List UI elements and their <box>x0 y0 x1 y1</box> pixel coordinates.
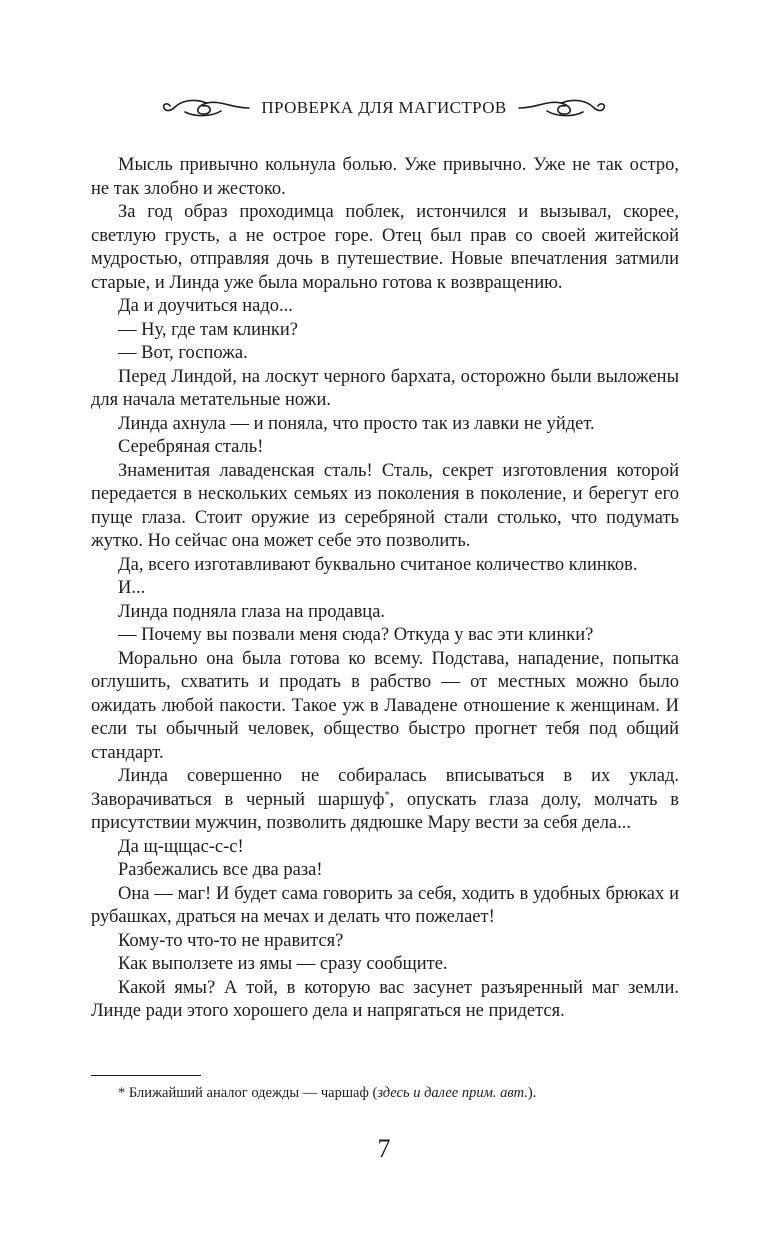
paragraph: Да щ-щщас-с-с! <box>118 836 244 857</box>
running-header <box>0 92 768 124</box>
body-text <box>91 154 679 1024</box>
footnote-close: ). <box>527 1085 537 1101</box>
paragraph: Да, всего изготавливают буквально считаное количество клинков. <box>118 554 638 575</box>
paragraph: Перед Линдой, на лоскут черного бархата, осторожно были выложены для начала метательные ножи. <box>91 366 679 410</box>
paragraph: Да и доучиться надо... <box>118 296 293 316</box>
paragraph: Кому-то что-то не нравится? <box>118 930 344 951</box>
paragraph: Серебряная сталь! <box>118 437 264 457</box>
paragraph: Знаменитая лаваденская сталь! Сталь, секрет изготовления которой передается в нескольких семьях из поколения в поколение, и берегут его пуще глаза. Стоит оружие из серебряной стали столько, что подумать жутко. Но сейчас она может себе это позволить. <box>91 460 679 551</box>
flourish-ornament-left-icon <box>159 97 251 119</box>
paragraph: Какой ямы? А той, в которую вас засунет разъяренный маг земли. Линде ради этого хорошего дела и напрягаться не придется. <box>91 977 679 1021</box>
paragraph: Линда ахнула — и поняла, что просто так из лавки не уйдет. <box>118 413 595 434</box>
footnote-text: Ближайший аналог одежды — чаршаф ( <box>128 1085 378 1101</box>
paragraph: Как выползете из ямы — сразу сообщите. <box>118 954 448 974</box>
paragraph: Она — маг! И будет сама говорить за себя, ходить в удобных брюках и рубашках, драться на мечах и делать что пожелает! <box>91 883 679 927</box>
paragraph: Морально она была готова ко всему. Подстава, нападение, попытка оглушить, схватить и продать в рабство — от местных можно было ожидать любой пакости. Такое уж в Лавадене отношение к женщинам. И если ты обычный человек, общество быстро прогнет тебя под общий стандарт. <box>91 648 679 763</box>
footnote <box>118 1084 698 1103</box>
flourish-ornament-right-icon <box>517 97 609 119</box>
paragraph: Линда подняла глаза на продавца. <box>118 601 386 622</box>
paragraph: — Ну, где там клинки? <box>118 319 299 340</box>
paragraph-text: Линда совершенно не собиралась вписываться в их уклад. Заворачиваться в черный шаршуф <box>91 766 679 810</box>
footnote-marker[interactable]: * <box>384 789 390 801</box>
paragraph: — Вот, госпожа. <box>118 343 248 363</box>
paragraph: Разбежались все два раза! <box>118 860 323 880</box>
paragraph: Мысль привычно кольнула болью. Уже привычно. Уже не так остро, не так злобно и жестоко. <box>91 155 679 199</box>
footnote-mark: * <box>118 1085 126 1101</box>
paragraph-text-continued: , опускать глаза долу, молчать в присутствии мужчин, позволить дядюшке Мару вести за себя дела... <box>91 789 679 833</box>
paragraph: — Почему вы позвали меня сюда? Откуда у вас эти клинки? <box>118 625 594 645</box>
paragraph: И... <box>118 578 146 598</box>
footnote-divider <box>91 1075 201 1076</box>
running-head-title: ПРОВЕРКА ДЛЯ МАГИСТРОВ <box>261 98 507 117</box>
footnote-italic-note: здесь и далее прим. авт. <box>377 1085 528 1101</box>
paragraph-with-footnote <box>91 765 679 836</box>
page-number: 7 <box>377 1134 391 1163</box>
paragraph: За год образ проходимца поблек, истончился и вызывал, скорее, светлую грусть, а не острое горе. Отец был прав со своей житейской мудростью, отправляя дочь в путешествие. Новые впечатления затмили старые, и Линда уже была морально готова к возвращению. <box>91 202 679 293</box>
